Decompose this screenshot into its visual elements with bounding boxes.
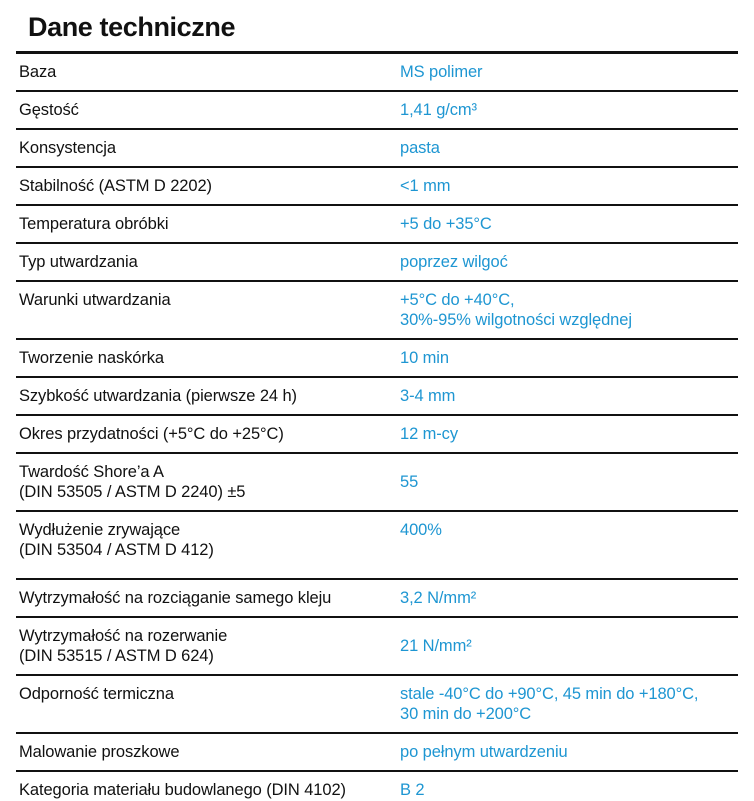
value-line: stale -40°C do +90°C, 45 min do +180°C, xyxy=(400,685,699,703)
property-value xyxy=(400,626,738,666)
table-row-wytrzymalosc-na-rozerwanie xyxy=(16,618,738,676)
table-row-kategoria-materialu-budowlanego xyxy=(16,772,738,801)
table-row-warunki-utwardzania xyxy=(16,282,738,340)
label-line: Okres przydatności (+5°C do +25°C) xyxy=(19,425,284,443)
value-line: po pełnym utwardzeniu xyxy=(400,743,568,761)
table-row-tworzenie-naskorka xyxy=(16,340,738,378)
property-label xyxy=(19,252,400,272)
property-label xyxy=(19,462,400,502)
property-label xyxy=(19,386,400,406)
value-line: B 2 xyxy=(400,781,425,799)
value-line: <1 mm xyxy=(400,177,451,195)
value-line: pasta xyxy=(400,139,440,157)
property-label xyxy=(19,520,400,560)
table-row-gestosc xyxy=(16,92,738,130)
value-line: poprzez wilgoć xyxy=(400,253,508,271)
table-row-stabilnosc xyxy=(16,168,738,206)
property-label xyxy=(19,62,400,82)
table-row-odpornosc-termiczna xyxy=(16,676,738,734)
table-row-okres-przydatnosci xyxy=(16,416,738,454)
label-line: (DIN 53515 / ASTM D 624) xyxy=(19,647,214,665)
page-title: Dane techniczne xyxy=(28,12,236,42)
property-value xyxy=(400,462,738,502)
property-value xyxy=(400,62,738,82)
label-line: Warunki utwardzania xyxy=(19,291,171,309)
value-line: +5°C do +40°C, xyxy=(400,291,515,309)
value-line: 30 min do +200°C xyxy=(400,705,532,723)
property-value xyxy=(400,424,738,444)
property-label xyxy=(19,100,400,120)
property-label xyxy=(19,424,400,444)
table-row-temperatura-obrobki xyxy=(16,206,738,244)
property-label xyxy=(19,214,400,234)
property-label xyxy=(19,626,400,666)
value-line: 1,41 g/cm³ xyxy=(400,101,477,119)
property-value xyxy=(400,290,738,330)
property-value xyxy=(400,588,738,608)
value-line: 400% xyxy=(400,521,442,539)
property-label xyxy=(19,290,400,310)
value-line: 3-4 mm xyxy=(400,387,456,405)
label-line: Konsystencja xyxy=(19,139,116,157)
table-row-malowanie-proszkowe xyxy=(16,734,738,772)
value-line: MS polimer xyxy=(400,63,483,81)
property-value xyxy=(400,520,738,540)
property-value xyxy=(400,176,738,196)
property-label xyxy=(19,684,400,704)
label-line: Gęstość xyxy=(19,101,79,119)
property-value xyxy=(400,214,738,234)
property-value xyxy=(400,100,738,120)
table-row-szybkosc-utwardzania xyxy=(16,378,738,416)
label-line: Kategoria materiału budowlanego (DIN 4102) xyxy=(19,781,346,799)
label-line: (DIN 53504 / ASTM D 412) xyxy=(19,541,214,559)
label-line: Wydłużenie zrywające xyxy=(19,521,181,539)
property-label xyxy=(19,348,400,368)
technical-data-table xyxy=(16,51,738,801)
table-row-typ-utwardzania xyxy=(16,244,738,282)
property-label xyxy=(19,176,400,196)
label-line: Typ utwardzania xyxy=(19,253,138,271)
label-line: Stabilność (ASTM D 2202) xyxy=(19,177,212,195)
property-label xyxy=(19,780,400,800)
property-label xyxy=(19,742,400,762)
label-line: Temperatura obróbki xyxy=(19,215,169,233)
property-label xyxy=(19,588,400,608)
value-line: 55 xyxy=(400,473,419,491)
label-line: (DIN 53505 / ASTM D 2240) ±5 xyxy=(19,483,246,501)
value-line: 12 m-cy xyxy=(400,425,458,443)
table-row-baza xyxy=(16,54,738,92)
label-line: Malowanie proszkowe xyxy=(19,743,180,761)
value-line: 3,2 N/mm² xyxy=(400,589,477,607)
table-row-konsystencja xyxy=(16,130,738,168)
table-row-twardosc-shorea xyxy=(16,454,738,512)
label-line: Wytrzymałość na rozciąganie samego kleju xyxy=(19,589,332,607)
label-line: Baza xyxy=(19,63,57,81)
property-value xyxy=(400,348,738,368)
label-line: Twardość Shore’a A xyxy=(19,463,164,481)
label-line: Szybkość utwardzania (pierwsze 24 h) xyxy=(19,387,297,405)
value-line: 30%-95% wilgotności względnej xyxy=(400,311,632,329)
table-row-wydluzenie-zrywajace xyxy=(16,512,738,580)
label-line: Odporność termiczna xyxy=(19,685,174,703)
value-line: +5 do +35°C xyxy=(400,215,492,233)
value-line: 10 min xyxy=(400,349,449,367)
label-line: Wytrzymałość na rozerwanie xyxy=(19,627,228,645)
property-label xyxy=(19,138,400,158)
property-value xyxy=(400,780,738,800)
property-value xyxy=(400,386,738,406)
value-line: 21 N/mm² xyxy=(400,637,472,655)
table-row-wytrzymalosc-na-rozciaganie xyxy=(16,580,738,618)
property-value xyxy=(400,684,738,724)
property-value xyxy=(400,742,738,762)
property-value xyxy=(400,252,738,272)
label-line: Tworzenie naskórka xyxy=(19,349,164,367)
property-value xyxy=(400,138,738,158)
